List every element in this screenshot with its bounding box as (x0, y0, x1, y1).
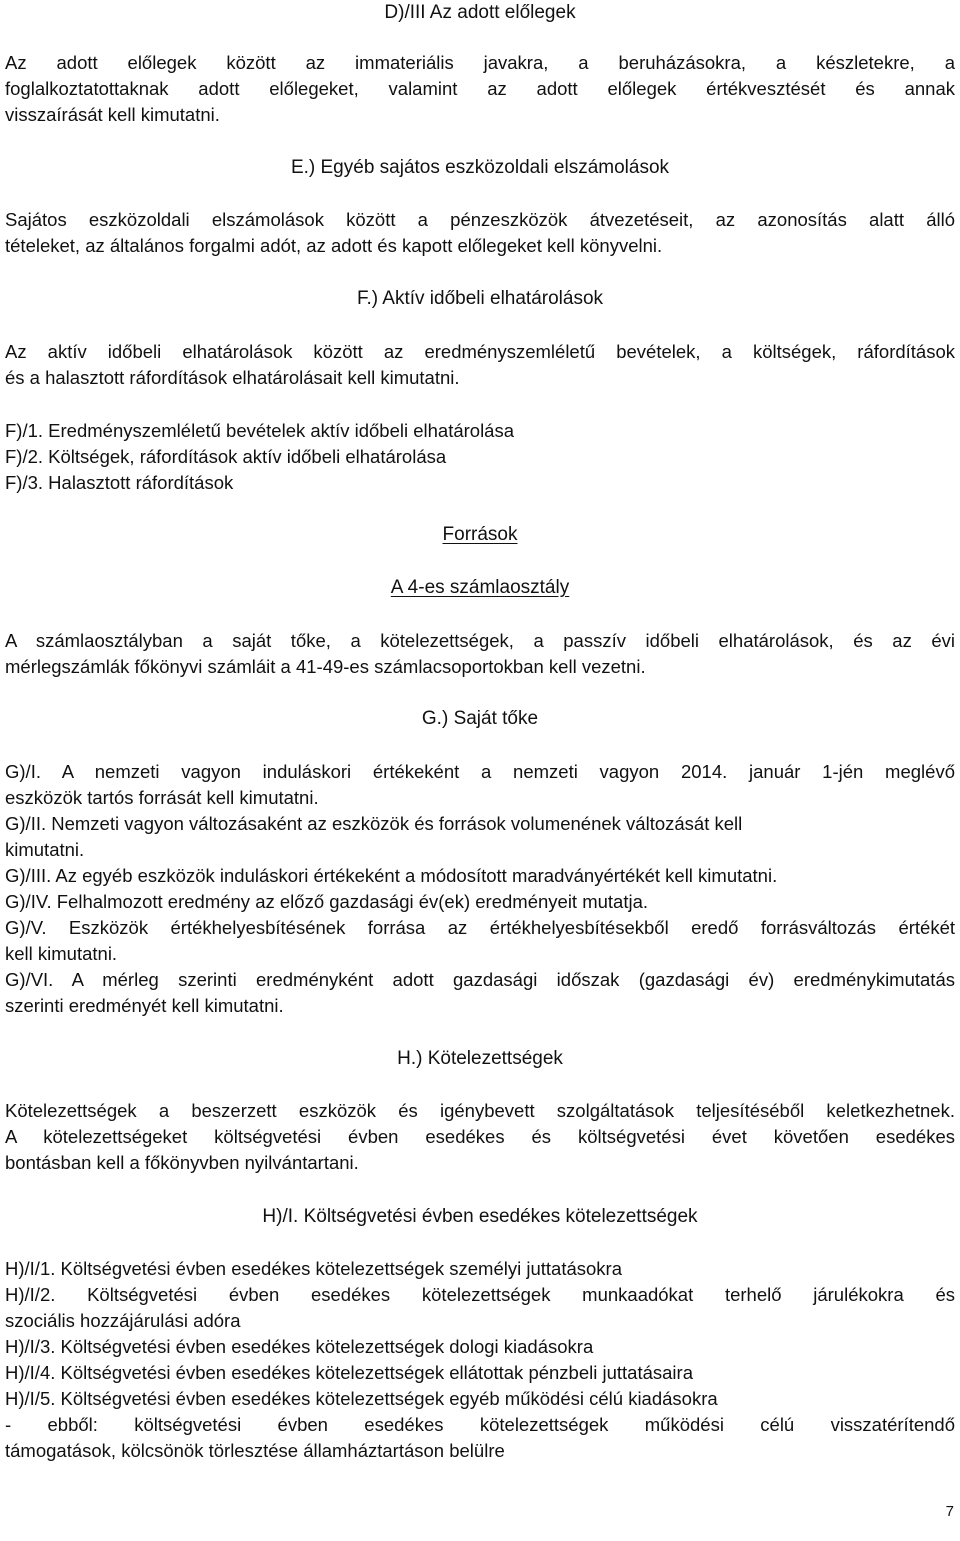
paragraph-line: szerinti eredményét kell kimutatni. (5, 995, 284, 1016)
list-item: - ebből: költségvetési évben esedékes kötelezettségek működési célú visszatérítendő (5, 1414, 955, 1435)
paragraph-line: G)/IV. Felhalmozott eredmény az előző gazdasági év(ek) eredményeit mutatja. (5, 891, 649, 912)
list-item: H)/I/5. Költségvetési évben esedékes kötelezettségek egyéb működési célú kiadásokra (5, 1388, 718, 1409)
list-item: H)/I/3. Költségvetési évben esedékes kötelezettségek dologi kiadásokra (5, 1336, 594, 1357)
list-item: F)/1. Eredményszemléletű bevételek aktív időbeli elhatárolása (5, 420, 515, 441)
paragraph-line: foglalkoztatottaknak adott előlegeket, valamint az adott előlegek értékvesztését és annak (5, 78, 955, 99)
paragraph-line: A számlaosztályban a saját tőke, a kötelezettségek, a passzív időbeli elhatárolások, és az évi (5, 630, 955, 651)
paragraph-line: bontásban kell a főkönyvben nyilvántartani. (5, 1152, 359, 1173)
list-item: támogatások, kölcsönök törlesztése államháztartáson belülre (5, 1440, 505, 1461)
paragraph-line: kell kimutatni. (5, 943, 118, 964)
list-item: H)/I/1. Költségvetési évben esedékes kötelezettségek személyi juttatásokra (5, 1258, 622, 1279)
paragraph-line: G)/VI. A mérleg szerinti eredményként adott gazdasági időszak (gazdasági év) eredménykimutatás (5, 969, 955, 990)
paragraph-line: mérlegszámlák főkönyvi számláit a 41-49-es számlacsoportokban kell vezetni. (5, 656, 646, 677)
paragraph-line: G)/III. Az egyéb eszközök induláskori értékeként a módosított maradványértékét kell kimutatni. (5, 865, 778, 886)
paragraph-line: Sajátos eszközoldali elszámolások között a pénzeszközök átvezetéseit, az azonosítás alatt álló (5, 209, 955, 230)
page-number: 7 (945, 1503, 954, 1520)
list-item: H)/I/4. Költségvetési évben esedékes kötelezettségek ellátottak pénzbeli juttatásaira (5, 1362, 693, 1383)
heading-forrasok: Források (442, 524, 518, 545)
list-item: szociális hozzájárulási adóra (5, 1310, 241, 1331)
heading-4es-szamlaosztaly: A 4-es számlaosztály (390, 577, 570, 598)
list-item: F)/3. Halasztott ráfordítások (5, 472, 234, 493)
heading-egyeb-elszamolasok: E.) Egyéb sajátos eszközoldali elszámolások (290, 157, 670, 178)
paragraph-line: eszközök tartós forrását kell kimutatni. (5, 787, 319, 808)
paragraph-line: visszaírását kell kimutatni. (5, 104, 220, 125)
paragraph-line: G)/I. A nemzeti vagyon induláskori értékeként a nemzeti vagyon 2014. január 1-jén meglévő (5, 761, 955, 782)
paragraph-line: Az adott előlegek között az immateriális javakra, a beruházásokra, a készletekre, a (5, 52, 955, 73)
paragraph-line: kimutatni. (5, 839, 85, 860)
paragraph-line: Az aktív időbeli elhatárolások között az eredményszemléletű bevételek, a költségek, ráfordítások (5, 341, 955, 362)
paragraph-line: Kötelezettségek a beszerzett eszközök és igénybevett szolgáltatások teljesítéséből keletkezhetnek. (5, 1100, 955, 1121)
paragraph-line: és a halasztott ráfordítások elhatárolásait kell kimutatni. (5, 367, 460, 388)
paragraph-line: tételeket, az általános forgalmi adót, az adott és kapott előlegeket kell könyvelni. (5, 235, 663, 256)
heading-aktiv-elhatarolasok: F.) Aktív időbeli elhatárolások (356, 288, 604, 309)
paragraph-line: A kötelezettségeket költségvetési évben esedékes és költségvetési évet követően esedékes (5, 1126, 955, 1147)
heading-sajat-toke: G.) Saját tőke (421, 708, 539, 729)
list-item: H)/I/2. Költségvetési évben esedékes kötelezettségek munkaadókat terhelő járulékokra és (5, 1284, 955, 1305)
list-item: F)/2. Költségek, ráfordítások aktív időbeli elhatárolása (5, 446, 447, 467)
heading-adott-elolegek: D)/III Az adott előlegek (384, 2, 576, 23)
paragraph-line: G)/V. Eszközök értékhelyesbítésének forrása az értékhelyesbítésekből eredő forrásváltozás értékét (5, 917, 955, 938)
heading-koltsegvetesi-kotelezettsegek: H)/I. Költségvetési évben esedékes kötelezettségek (262, 1206, 698, 1227)
paragraph-line: G)/II. Nemzeti vagyon változásaként az eszközök és források volumenének változását kell (5, 813, 743, 834)
heading-kotelezettsegek: H.) Kötelezettségek (397, 1048, 563, 1069)
